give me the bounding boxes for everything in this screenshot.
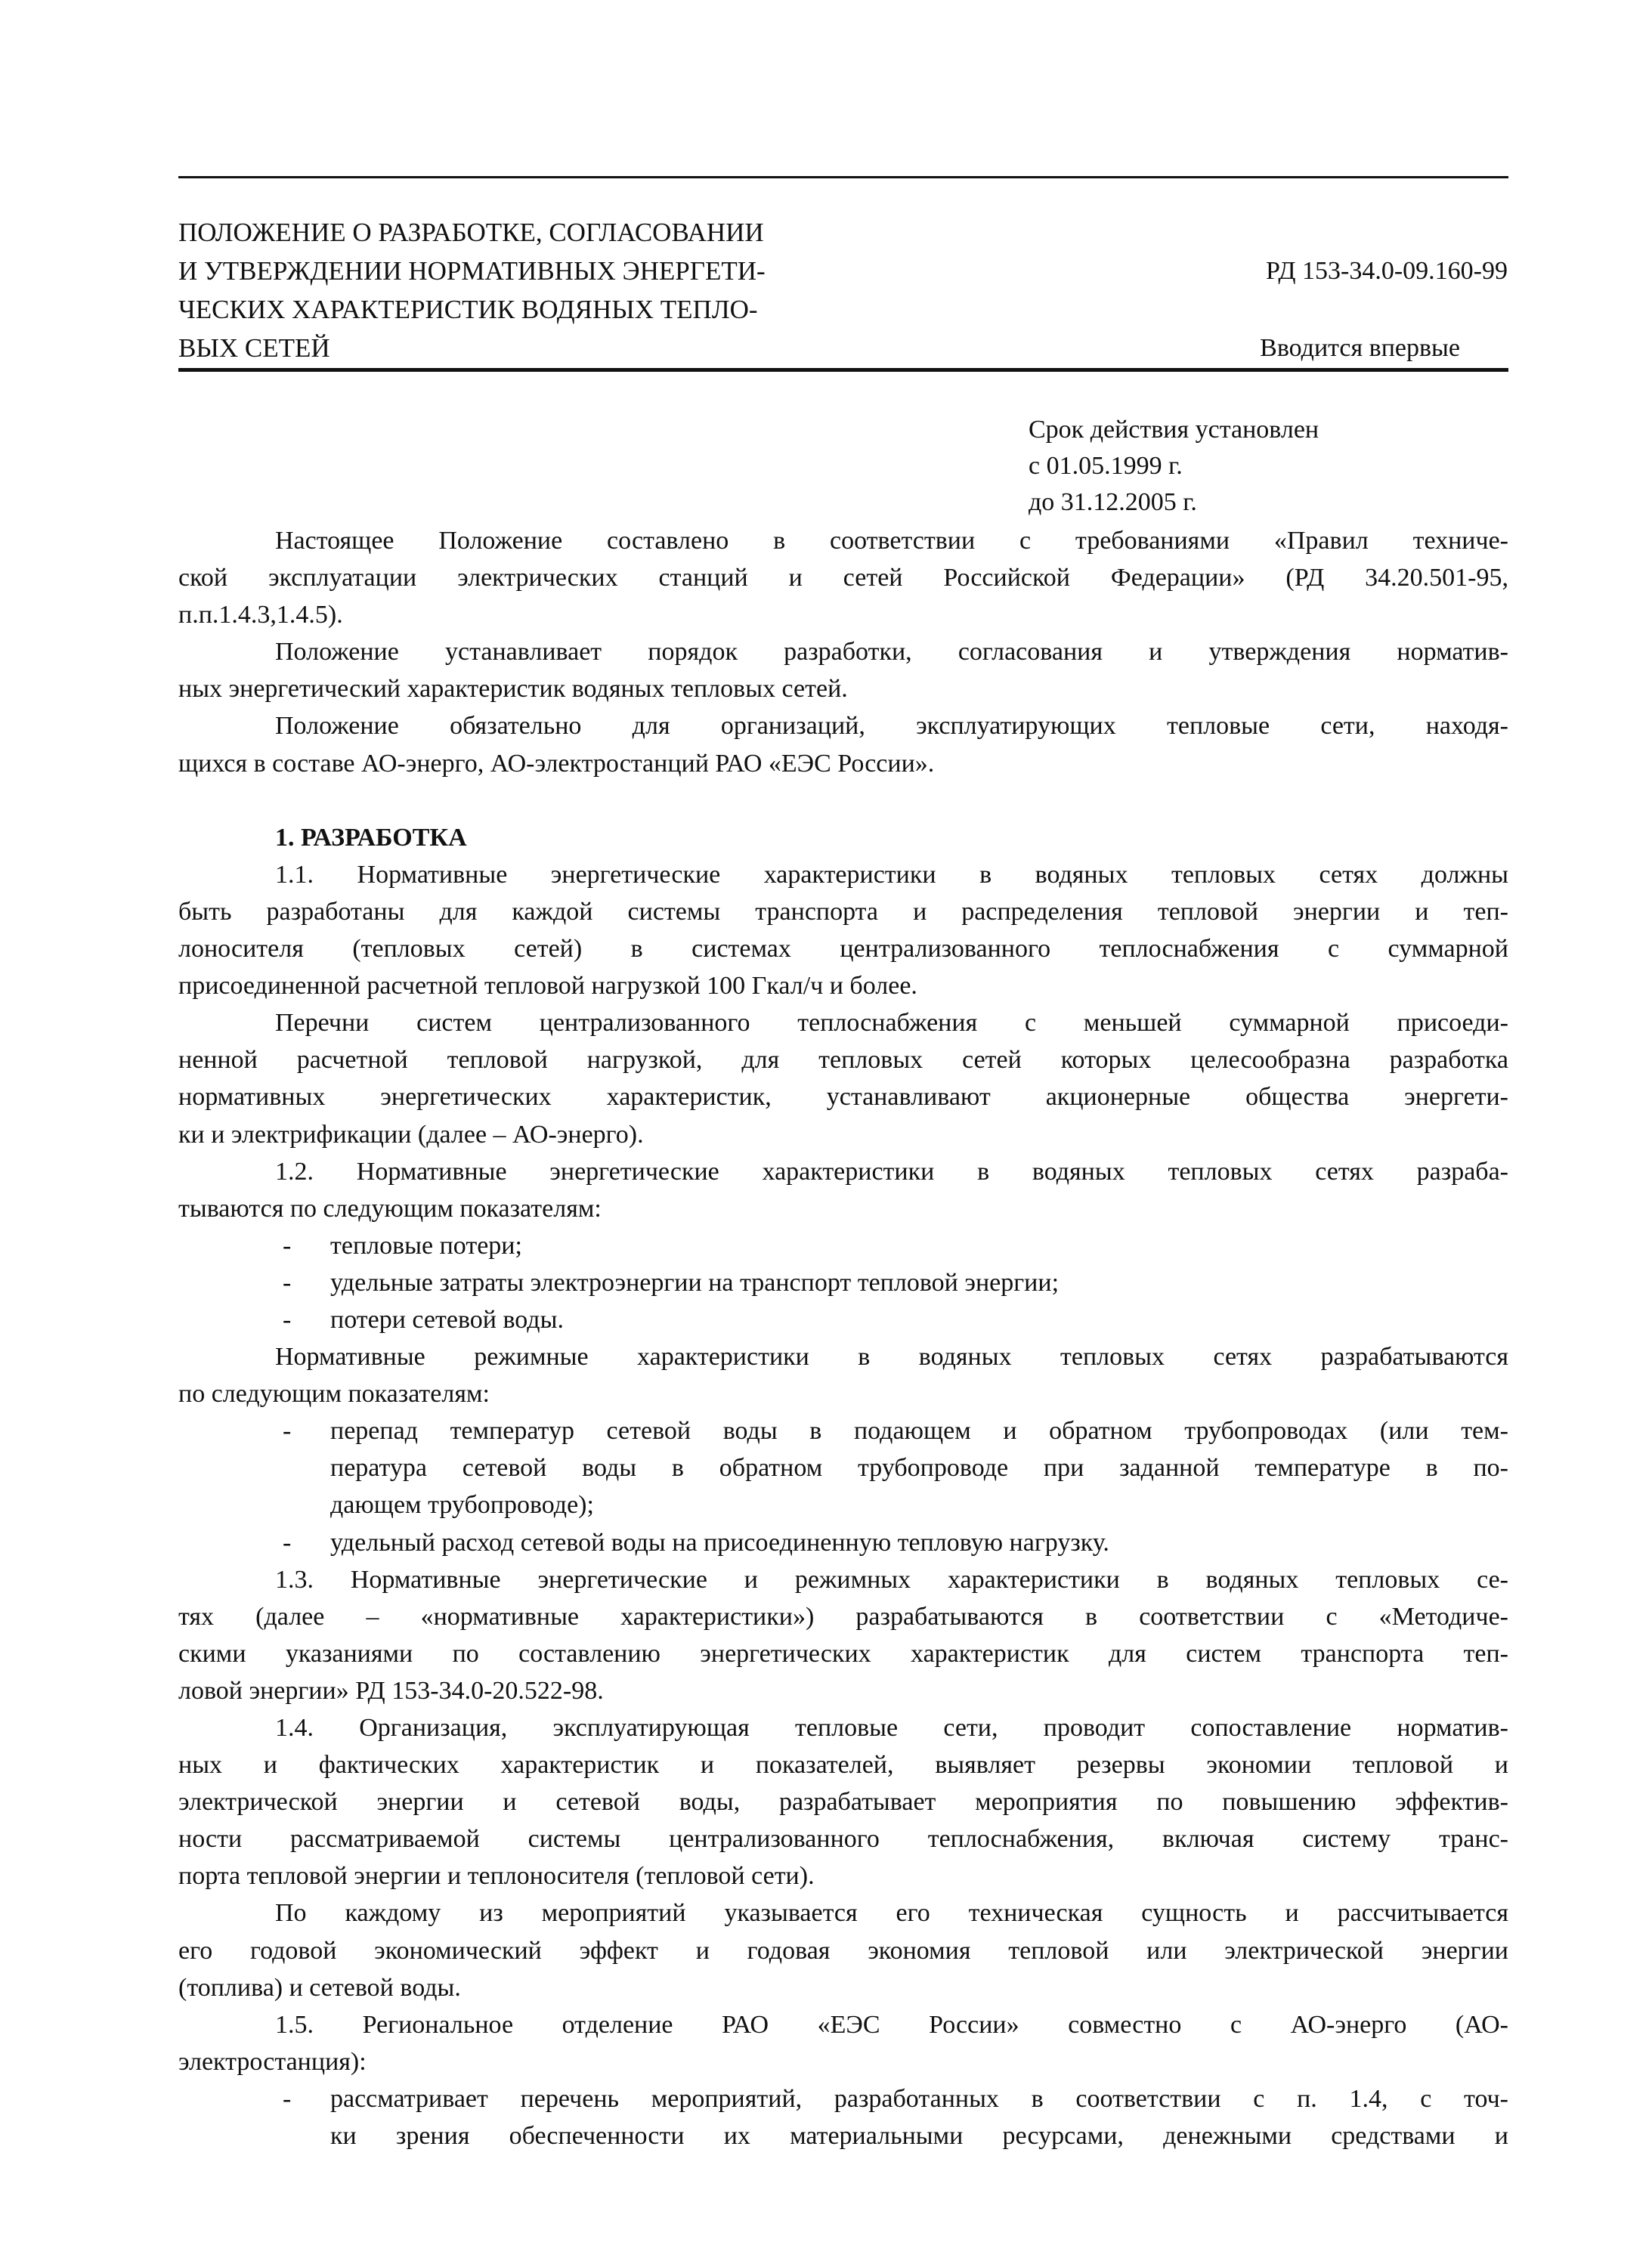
paragraph	[178, 1338, 1508, 1412]
text-line	[178, 1041, 1508, 1078]
text-line	[178, 2006, 1508, 2043]
text-line	[178, 1004, 1508, 1041]
text-line	[178, 1969, 1508, 2006]
line-text: щихся в составе АО-энерго, АО-электростанций РАО «ЕЭС России».	[178, 749, 935, 778]
text-line	[178, 1078, 1508, 1115]
text-line	[178, 1894, 1508, 1931]
validity-period	[1029, 412, 1319, 521]
text-line	[178, 707, 1508, 744]
line-text: Перечни систем централизованного теплоснабжения с меньшей суммарной присоеди-	[275, 1009, 1508, 1038]
paragraph	[178, 1894, 1508, 2006]
text-line	[178, 670, 1508, 707]
bullet-dash: -	[283, 1268, 292, 1297]
line-text: ловой энергии» РД 153-34.0-20.522-98.	[178, 1676, 604, 1705]
line-text: ных энергетический характеристик водяных тепловых сетей.	[178, 675, 848, 704]
text-line	[178, 1746, 1508, 1783]
line-text: ности рассматриваемой системы централизованного теплоснабжения, включая систему транс-	[178, 1825, 1508, 1854]
text-line	[178, 1227, 1508, 1264]
line-text: ных и фактических характеристик и показателей, выявляет резервы экономии тепловой и	[178, 1751, 1508, 1780]
text-line	[178, 1598, 1508, 1635]
paragraph	[178, 1709, 1508, 1894]
line-text: нормативных энергетических характеристик, устанавливают акционерные общества энергети-	[178, 1083, 1508, 1112]
line-text: Настоящее Положение составлено в соответствии с требованиями «Правил техниче-	[275, 527, 1508, 555]
paragraph	[178, 2006, 1508, 2080]
document-code: РД 153-34.0-09.160-99	[1265, 257, 1508, 285]
text-line	[178, 1672, 1508, 1709]
title-line: ВЫХ СЕТЕЙ	[178, 333, 330, 363]
line-text: лоносителя (тепловых сетей) в системах централизованного теплоснабжения с суммарной	[178, 935, 1508, 963]
paragraph	[178, 856, 1508, 1004]
list-item	[178, 1524, 1508, 1561]
line-text: присоединенной расчетной тепловой нагрузкой 100 Гкал/ч и более.	[178, 972, 917, 1001]
text-line	[178, 1190, 1508, 1227]
text-line	[178, 745, 1508, 782]
text-line	[178, 1635, 1508, 1672]
header-bottom-rule	[178, 368, 1508, 372]
line-text: его годовой экономический эффект и годовая экономия тепловой или электрической энергии	[178, 1936, 1508, 1965]
text-line	[178, 522, 1508, 559]
text-line	[178, 1486, 1508, 1523]
line-text: потери сетевой воды.	[330, 1305, 564, 1334]
text-line	[178, 1783, 1508, 1820]
list-item	[178, 1301, 1508, 1338]
line-text: порта тепловой энергии и теплоносителя (тепловой сети).	[178, 1862, 815, 1891]
text-line	[178, 1338, 1508, 1375]
paragraph	[178, 1153, 1508, 1227]
text-line	[178, 633, 1508, 670]
line-text: дающем трубопроводе);	[330, 1491, 594, 1520]
text-line	[178, 856, 1508, 893]
line-text: тываются по следующим показателям:	[178, 1194, 602, 1223]
intro-status: Вводится впервые	[1260, 334, 1460, 362]
line-text: рассматривает перечень мероприятий, разработанных в соответствии с п. 1.4, с точ-	[330, 2084, 1508, 2113]
bullet-dash: -	[283, 2084, 292, 2113]
validity-end: до 31.12.2005 г.	[1029, 488, 1197, 516]
text-line	[178, 1932, 1508, 1969]
text-line	[178, 967, 1508, 1004]
bullet-dash: -	[283, 1417, 292, 1446]
line-text: ской эксплуатации электрических станций и сетей Российской Федерации» (РД 34.20.501-95,	[178, 564, 1508, 592]
line-text: Положение обязательно для организаций, эксплуатирующих тепловые сети, находя-	[275, 712, 1508, 741]
title-line: ПОЛОЖЕНИЕ О РАЗРАБОТКЕ, СОГЛАСОВАНИИ	[178, 218, 764, 247]
text-line	[178, 1561, 1508, 1598]
line-text: 1.2. Нормативные энергетические характеристики в водяных тепловых сетях разраба-	[275, 1157, 1508, 1186]
text-line	[178, 2080, 1508, 2117]
text-line	[178, 2043, 1508, 2080]
document-title	[178, 213, 766, 367]
text-line	[178, 1116, 1508, 1153]
validity-label: Срок действия установлен	[1029, 416, 1319, 444]
line-text: тях (далее – «нормативные характеристики») разрабатываются в соответствии с «Методиче-	[178, 1602, 1508, 1631]
section-heading: 1. РАЗРАБОТКА	[275, 823, 467, 852]
list-item	[178, 1412, 1508, 1523]
line-text: ненной расчетной тепловой нагрузкой, для тепловых сетей которых целесообразна разработка	[178, 1046, 1508, 1075]
text-line	[178, 1820, 1508, 1857]
line-text: ки зрения обеспеченности их материальными ресурсами, денежными средствами и	[330, 2122, 1508, 2151]
line-text: перепад температур сетевой воды в подающем и обратном трубопроводах (или тем-	[330, 1417, 1508, 1446]
paragraph	[178, 1004, 1508, 1152]
line-text: по следующим показателям:	[178, 1380, 490, 1409]
line-text: 1.4. Организация, эксплуатирующая тепловые сети, проводит сопоставление норматив-	[275, 1714, 1508, 1742]
line-text: ки и электрификации (далее – АО-энерго).	[178, 1120, 644, 1149]
text-line	[178, 1449, 1508, 1486]
paragraph	[178, 633, 1508, 707]
line-text: скими указаниями по составлению энергетических характеристик для систем транспорта теп-	[178, 1639, 1508, 1668]
text-line	[178, 559, 1508, 596]
line-text: (топлива) и сетевой воды.	[178, 1973, 461, 2002]
title-line: И УТВЕРЖДЕНИИ НОРМАТИВНЫХ ЭНЕРГЕТИ-	[178, 256, 766, 286]
title-line: ЧЕСКИХ ХАРАКТЕРИСТИК ВОДЯНЫХ ТЕПЛО-	[178, 295, 758, 324]
bullet-dash: -	[283, 1528, 292, 1557]
line-text: п.п.1.4.3,1.4.5).	[178, 601, 343, 629]
paragraph	[178, 707, 1508, 781]
text-line	[178, 1301, 1508, 1338]
line-text: быть разработаны для каждой системы транспорта и распределения тепловой энергии и теп-	[178, 897, 1508, 926]
paragraph	[178, 1561, 1508, 1709]
line-text: По каждому из мероприятий указывается его техническая сущность и рассчитывается	[275, 1899, 1508, 1928]
document-body	[178, 522, 1508, 2154]
text-line	[178, 1153, 1508, 1190]
validity-start: с 01.05.1999 г.	[1029, 452, 1183, 480]
line-text: 1.3. Нормативные энергетические и режимных характеристики в водяных тепловых се-	[275, 1565, 1508, 1594]
text-line	[178, 1375, 1508, 1412]
text-line	[178, 893, 1508, 930]
line-text: пература сетевой воды в обратном трубопроводе при заданной температуре в по-	[330, 1454, 1508, 1483]
line-text: удельные затраты электроэнергии на транспорт тепловой энергии;	[330, 1268, 1060, 1297]
text-line	[178, 930, 1508, 967]
text-line	[178, 1412, 1508, 1449]
text-line	[178, 2117, 1508, 2154]
text-line	[178, 1709, 1508, 1746]
line-text: 1.1. Нормативные энергетические характеристики в водяных тепловых сетях должны	[275, 860, 1508, 889]
line-text: удельный расход сетевой воды на присоединенную тепловую нагрузку.	[330, 1528, 1109, 1557]
bullet-dash: -	[283, 1305, 292, 1334]
text-line	[178, 596, 1508, 633]
spacer	[178, 782, 1508, 819]
header-top-rule	[178, 176, 1508, 178]
line-text: электрической энергии и сетевой воды, разрабатывает мероприятия по повышению эффектив-	[178, 1788, 1508, 1817]
line-text: тепловые потери;	[330, 1231, 522, 1260]
list-item	[178, 1227, 1508, 1264]
text-line	[178, 1524, 1508, 1561]
text-line	[178, 1857, 1508, 1894]
bullet-dash: -	[283, 1231, 292, 1260]
paragraph	[178, 522, 1508, 633]
list-item	[178, 1264, 1508, 1301]
text-line	[178, 1264, 1508, 1301]
line-text: электростанция):	[178, 2047, 367, 2076]
list-item	[178, 2080, 1508, 2154]
line-text: Нормативные режимные характеристики в водяных тепловых сетях разрабатываются	[275, 1343, 1508, 1372]
line-text: Положение устанавливает порядок разработки, согласования и утверждения норматив-	[275, 638, 1508, 666]
line-text: 1.5. Региональное отделение РАО «ЕЭС России» совместно с АО-энерго (АО-	[275, 2010, 1508, 2039]
